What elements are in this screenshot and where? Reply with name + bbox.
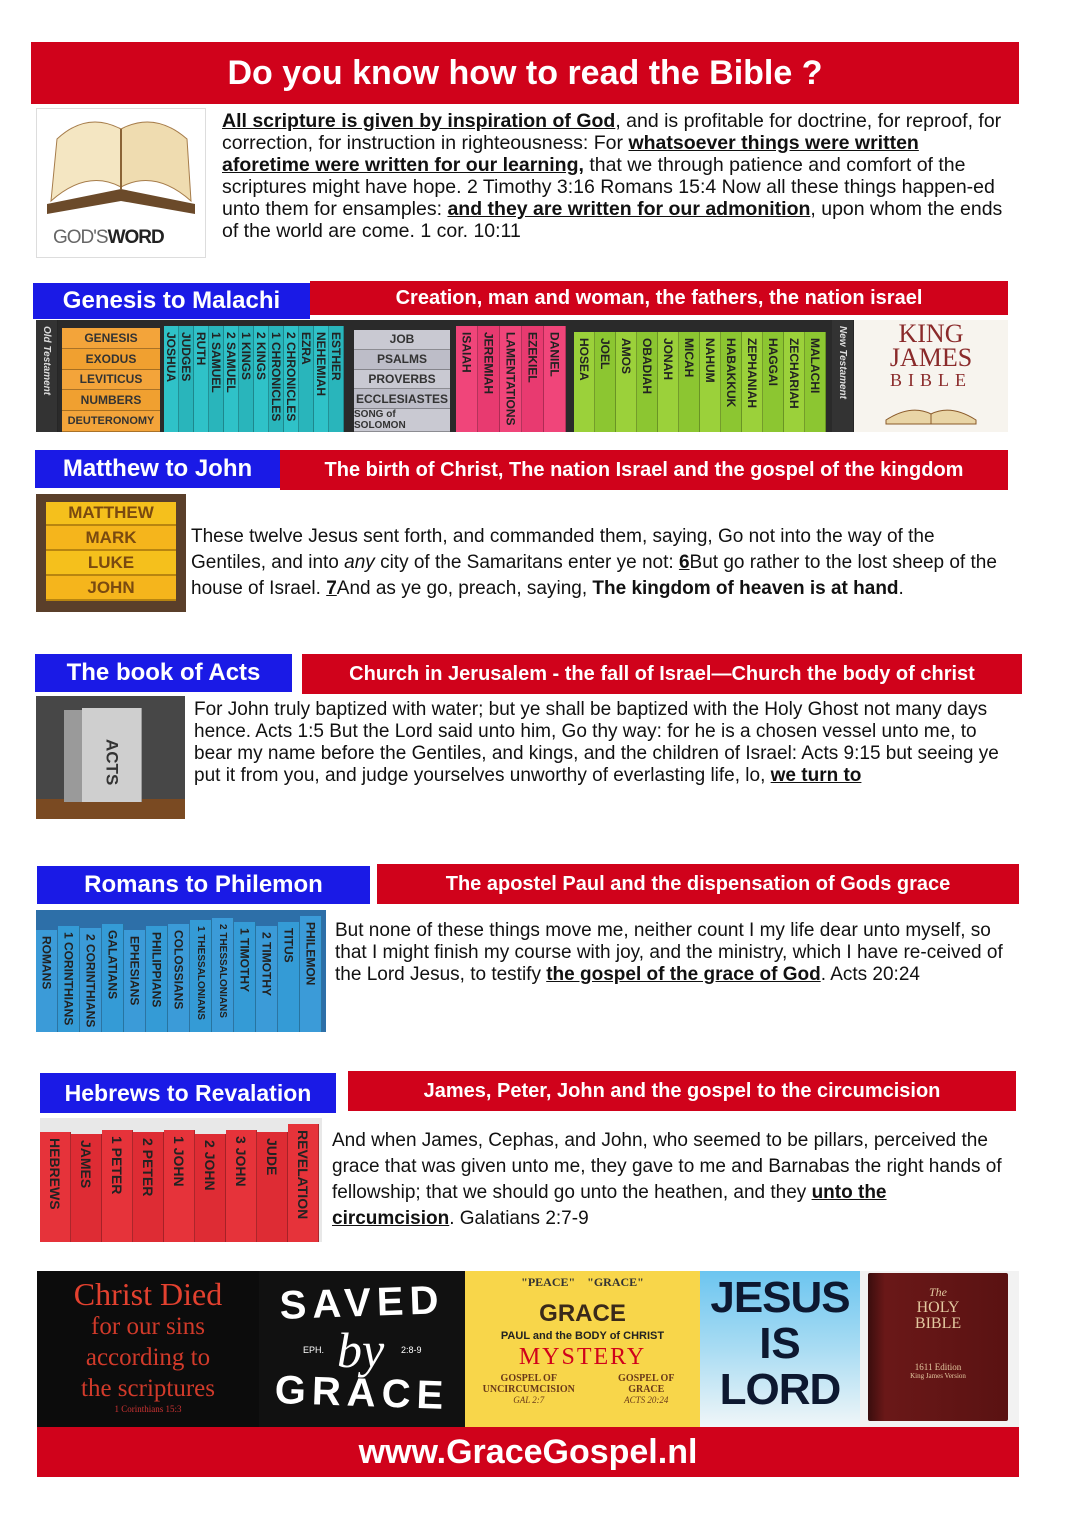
mystery-word: MYSTERY	[518, 1344, 647, 1370]
intro-text-3: , upon whom the ends of the world are come. 1 cor. 10:11	[222, 198, 1003, 242]
book-ephesians: EPHESIANS	[124, 930, 146, 1032]
book-ruth: RUTH	[194, 326, 209, 432]
book-zechariah: ZECHARIAH	[784, 332, 805, 432]
book-daniel: DANIEL	[544, 326, 566, 432]
book-1-kings: 1 KINGS	[239, 326, 254, 432]
book-esther: ESTHER	[329, 326, 344, 432]
by-word: by	[337, 1322, 385, 1378]
gospels-text-5: .	[898, 578, 904, 599]
romans-text-2: . Acts 20:24	[820, 964, 920, 985]
minor-prophets-shelf	[574, 332, 826, 432]
gospels-text-4: And as ye go, preach, saying,	[336, 578, 593, 599]
book-titus: TITUS	[278, 922, 300, 1032]
jesus-is-lord-tile	[700, 1271, 860, 1427]
book-2-chronicles: 2 CHRONICLES	[284, 326, 299, 432]
intro-text-1: , and is profitable for doctrine, for reproof, for correction, for instruction in righteousness: For	[222, 110, 1002, 154]
book-ecclesiastes: ECCLESIASTES	[354, 389, 450, 409]
book-ezekiel: EZEKIEL	[522, 326, 544, 432]
acts-image	[36, 696, 185, 819]
hebrews-text-2: . Galatians 2:7-9	[449, 1208, 589, 1229]
page-title: Do you know how to read the Bible ?	[31, 42, 1019, 104]
section-subtitle-gospels: The birth of Christ, The nation Israel and the gospel of the kingdom	[280, 450, 1008, 490]
book-2-peter: 2 PETER	[133, 1132, 164, 1242]
major-prophets-shelf	[456, 326, 566, 432]
book-song-of-solomon: SONG of SOLOMON	[354, 409, 450, 432]
hebrews-text-1: And when James, Cephas, and John, who seemed to be pillars, perceived the grace that was given unto me, they gave to me and Barnabas the right hands of fellowship; that we should go unto the heathen, and they	[332, 1130, 1002, 1203]
book-acts: ACTS	[82, 708, 142, 802]
christ-died-line-4: the scriptures	[81, 1375, 215, 1402]
hebrews-text-underline: unto the circumcision	[332, 1182, 887, 1229]
book-nehemiah: NEHEMIAH	[314, 326, 329, 432]
nt-label: New Testament	[832, 320, 854, 432]
book-hosea: HOSEA	[574, 332, 595, 432]
verse-7: 7	[326, 578, 337, 599]
book-2-timothy: 2 TIMOTHY	[256, 926, 278, 1032]
holy-bible-tile	[860, 1271, 1019, 1427]
grace-quote: "GRACE"	[587, 1275, 644, 1289]
book-1-corinthians: 1 CORINTHIANS	[58, 926, 80, 1032]
book-colossians: COLOSSIANS	[168, 924, 190, 1032]
book-mark: MARK	[46, 526, 176, 551]
holy-bible-edition: 1611 Edition	[914, 1362, 962, 1372]
book-2-corinthians: 2 CORINTHIANS	[80, 928, 102, 1032]
christ-died-reference: 1 Corinthians 15:3	[114, 1404, 182, 1414]
book-habakkuk: HABAKKUK	[721, 332, 742, 432]
book-joel: JOEL	[595, 332, 616, 432]
book-numbers: NUMBERS	[62, 390, 160, 411]
gospels-paragraph	[191, 524, 1006, 602]
grace-mystery-tile	[465, 1271, 700, 1427]
book-john: JOHN	[46, 576, 176, 601]
section-subtitle-romans: The apostel Paul and the dispensation of Gods grace	[377, 864, 1019, 904]
gospels-stack-image	[36, 494, 186, 612]
gospels-text-2: city of the Samaritans enter ye not:	[374, 552, 679, 573]
book-micah: MICAH	[679, 332, 700, 432]
book-judges: JUDGES	[179, 326, 194, 432]
book-joshua: JOSHUA	[164, 326, 179, 432]
intro-text-2: that we through patience and comfort of the scriptures might have hope. 2 Timothy 3:16 Romans 15:4 Now all these things happen-ed unto them for ensamples:	[222, 154, 995, 220]
book-luke: LUKE	[46, 551, 176, 576]
book-exodus: EXODUS	[62, 349, 160, 370]
holy-bible-book-icon	[868, 1273, 1008, 1421]
book-leviticus: LEVITICUS	[62, 370, 160, 391]
book-philippians: PHILIPPIANS	[146, 926, 168, 1032]
eph-reference: 2:8-9	[401, 1345, 422, 1355]
book-james: JAMES	[71, 1134, 102, 1242]
website-link[interactable]: www.GraceGospel.nl	[37, 1427, 1019, 1477]
book-2-john: 2 JOHN	[195, 1134, 226, 1242]
ot-bookshelf	[36, 320, 1008, 432]
section-label-romans: Romans to Philemon	[37, 866, 370, 904]
eph-label: EPH.	[303, 1345, 325, 1355]
hebrews-paragraph	[332, 1128, 1012, 1232]
book-psalms: PSALMS	[354, 350, 450, 370]
poetry-stack	[354, 330, 450, 432]
section-subtitle-hebrews: James, Peter, John and the gospel to the circumcision	[348, 1071, 1016, 1111]
romans-text-1: But none of these things move me, neither count I my life dear unto myself, so that I might finish my course with joy, and the ministry, which I have re-ceived of the Lord Jesus, to testify	[335, 920, 1003, 985]
holy-bible-line-2: BIBLE	[914, 1315, 962, 1332]
gospels-text-bold: The kingdom of heaven is at hand	[592, 578, 899, 599]
jesus-word: JESUS	[710, 1273, 850, 1322]
book-genesis: GENESIS	[62, 328, 160, 349]
kjv-book-icon	[881, 390, 981, 426]
intro-underline-1: All scripture is given by inspiration of God	[222, 110, 616, 132]
book-jeremiah: JEREMIAH	[478, 326, 500, 432]
christ-died-line-2: for our sins	[91, 1313, 205, 1340]
book-deuteronomy: DEUTERONOMY	[62, 411, 160, 432]
book-malachi: MALACHI	[805, 332, 826, 432]
gods-word-image	[36, 108, 206, 258]
section-label-hebrews: Hebrews to Revalation	[40, 1073, 336, 1113]
book-2-thessalonians: 2 THESSALONIANS	[212, 918, 234, 1032]
book-job: JOB	[354, 330, 450, 350]
holy-bible-line-1: HOLY	[916, 1299, 960, 1316]
pentateuch-stack	[62, 328, 160, 432]
book-matthew: MATTHEW	[46, 502, 176, 526]
book-galatians: GALATIANS	[102, 924, 124, 1032]
romans-text-underline: the gospel of the grace of God	[546, 964, 821, 985]
general-epistles-bookshelf	[40, 1118, 322, 1242]
book-1-chronicles: 1 CHRONICLES	[269, 326, 284, 432]
is-word: IS	[759, 1319, 801, 1368]
book-1-samuel: 1 SAMUEL	[209, 326, 224, 432]
book-3-john: 3 JOHN	[226, 1130, 257, 1242]
book-jude: JUDE	[257, 1132, 288, 1242]
gospels-text-3: But go rather to the lost sheep of the house of Israel.	[191, 552, 997, 599]
gospel-uncircumcision: GOSPEL OF UNCIRCUMCISION	[482, 1373, 575, 1395]
section-subtitle-acts: Church in Jerusalem - the fall of Israel—Church the body of christ	[302, 654, 1022, 694]
book-jonah: JONAH	[658, 332, 679, 432]
book-isaiah: ISAIAH	[456, 326, 478, 432]
gospels-text-italic: any	[344, 552, 375, 573]
book-haggai: HAGGAI	[763, 332, 784, 432]
book-1-thessalonians: 1 THESSALONIANS	[190, 920, 212, 1032]
kjv-box	[854, 320, 1008, 432]
book-proverbs: PROVERBS	[354, 370, 450, 390]
section-label-genesis: Genesis to Malachi	[33, 283, 310, 319]
acts-text-1: For John truly baptized with water; but ye shall be baptized with the Holy Ghost not many days hence. Acts 1:5 But the Lord said unto him, Go thy way: for he is a chosen vessel unto me, to bear my name before the Gentiles, and kings, and the children of Israel: Acts 9:15 but seeing ye put it from you, and judge yourselves unworthy of everlasting life, lo,	[194, 699, 999, 786]
christ-died-line-3: according to	[85, 1344, 211, 1371]
holy-bible-version: King James Version	[910, 1372, 966, 1380]
book-2-kings: 2 KINGS	[254, 326, 269, 432]
book-1-peter: 1 PETER	[102, 1130, 133, 1242]
gospels-text-1: These twelve Jesus sent forth, and commanded them, saying, Go not into the way of the Gentiles, and into	[191, 526, 935, 573]
book-lamentations: LAMENTATIONS	[500, 326, 522, 432]
romans-paragraph	[335, 920, 1015, 986]
pauline-bookshelf	[36, 910, 326, 1032]
lord-word: LORD	[719, 1365, 841, 1414]
history-shelf	[164, 326, 344, 432]
peace-quote: "PEACE"	[521, 1275, 576, 1289]
christ-died-tile	[37, 1271, 259, 1427]
open-book-icon	[37, 109, 205, 224]
section-subtitle-genesis: Creation, man and woman, the fathers, the nation israel	[310, 281, 1008, 315]
gods-word-caption-light: GOD'S	[53, 227, 108, 248]
book-zephaniah: ZEPHANIAH	[742, 332, 763, 432]
intro-underline-3: and they are written for our admonition	[447, 198, 811, 220]
intro-underline-2: whatsoever things were written aforetime were written for our learning,	[222, 132, 919, 176]
book-revelation: REVELATION	[288, 1124, 319, 1242]
acts-paragraph	[194, 699, 1014, 787]
ot-label: Old Testament	[36, 320, 58, 432]
saved-by-grace-tile	[259, 1271, 465, 1427]
gal-reference: GAL 2:7	[513, 1395, 545, 1405]
book-philemon: PHILEMON	[300, 916, 322, 1032]
book-obadiah: OBADIAH	[637, 332, 658, 432]
book-romans: ROMANS	[36, 930, 58, 1032]
grace-word-saved: GRACE	[274, 1367, 450, 1419]
paul-body-line: PAUL and the BODY of CHRIST	[500, 1330, 665, 1342]
kjv-line-3: BIBLE	[890, 370, 972, 390]
kjv-line-1: KING	[898, 320, 964, 348]
book-1-john: 1 JOHN	[164, 1130, 195, 1242]
saved-word: SAVED	[278, 1278, 446, 1328]
kjv-line-2: JAMES	[889, 343, 973, 372]
book-amos: AMOS	[616, 332, 637, 432]
book-2-samuel: 2 SAMUEL	[224, 326, 239, 432]
intro-paragraph	[222, 110, 1012, 242]
peace-grace-quotes	[465, 1275, 700, 1290]
grace-title: GRACE	[539, 1300, 626, 1327]
book-hebrews: HEBREWS	[40, 1132, 71, 1242]
book-1-timothy: 1 TIMOTHY	[234, 922, 256, 1032]
gods-word-caption-bold: WORD	[107, 227, 164, 248]
book-nahum: NAHUM	[700, 332, 721, 432]
verse-6: 6	[678, 552, 690, 573]
book-ezra: EZRA	[299, 326, 314, 432]
acts-text-underline: we turn to	[770, 765, 862, 786]
section-label-gospels: Matthew to John	[35, 450, 280, 488]
gospel-grace: GOSPEL OF GRACE	[618, 1373, 675, 1395]
acts-reference: ACTS 20:24	[624, 1395, 669, 1405]
holy-bible-the: The	[929, 1285, 947, 1299]
section-label-acts: The book of Acts	[35, 654, 292, 692]
christ-died-line-1: Christ Died	[73, 1276, 223, 1312]
